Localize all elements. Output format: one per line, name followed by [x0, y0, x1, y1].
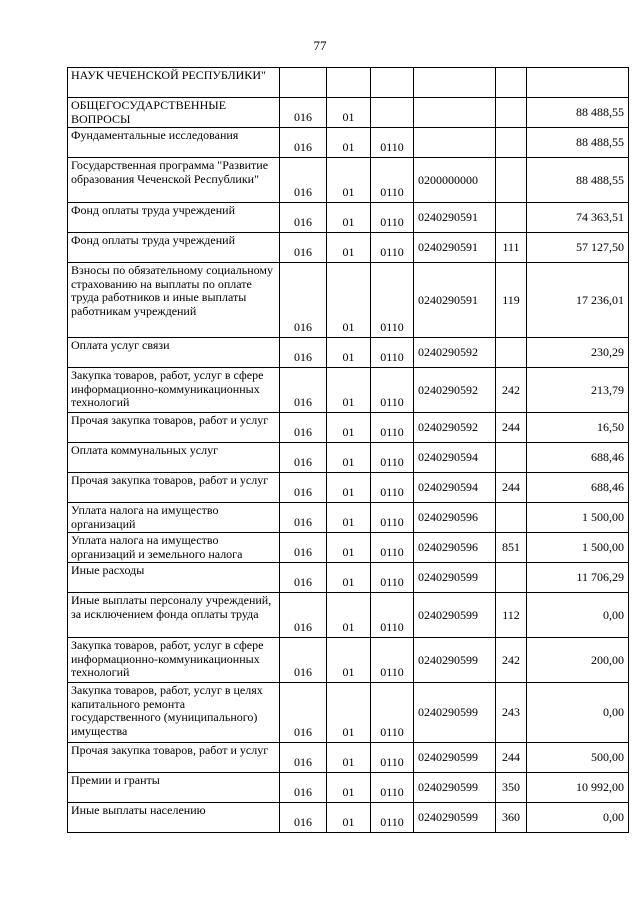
amount-cell: 230,29	[527, 338, 629, 368]
table-row	[68, 773, 629, 803]
target-article-cell: 0240290594	[414, 473, 496, 503]
subsection-code-cell: 0110	[371, 443, 414, 473]
section-code-cell: 01	[327, 773, 371, 803]
section-code-cell: 01	[327, 128, 371, 158]
table-row	[68, 68, 629, 98]
target-article-cell: 0240290592	[414, 368, 496, 413]
subsection-code-cell	[371, 68, 414, 98]
section-code-cell: 01	[327, 743, 371, 773]
subsection-code-cell: 0110	[371, 158, 414, 203]
subsection-code-cell: 0110	[371, 413, 414, 443]
table-row	[68, 638, 629, 683]
table-row	[68, 683, 629, 743]
section-code-cell: 01	[327, 98, 371, 128]
expense-type-cell: 244	[496, 473, 527, 503]
expense-type-cell: 350	[496, 773, 527, 803]
subsection-code-cell: 0110	[371, 128, 414, 158]
row-name-cell: Прочая закупка товаров, работ и услуг	[68, 743, 280, 773]
section-code-cell: 01	[327, 533, 371, 563]
subsection-code-cell: 0110	[371, 683, 414, 743]
row-name-cell: Закупка товаров, работ, услуг в целях капитального ремонта государственного (муниципального) имущества	[68, 683, 280, 743]
table-row	[68, 593, 629, 638]
table-row	[68, 338, 629, 368]
table-row	[68, 368, 629, 413]
amount-cell: 200,00	[527, 638, 629, 683]
ministry-code-cell: 016	[280, 683, 327, 743]
expense-type-cell	[496, 443, 527, 473]
budget-table-body	[68, 68, 629, 833]
row-name-cell: Прочая закупка товаров, работ и услуг	[68, 413, 280, 443]
target-article-cell: 0240290591	[414, 233, 496, 263]
ministry-code-cell: 016	[280, 443, 327, 473]
subsection-code-cell: 0110	[371, 803, 414, 833]
ministry-code-cell: 016	[280, 413, 327, 443]
table-row	[68, 743, 629, 773]
amount-cell: 74 363,51	[527, 203, 629, 233]
row-name-cell: Фонд оплаты труда учреждений	[68, 203, 280, 233]
amount-cell: 213,79	[527, 368, 629, 413]
target-article-cell: 0240290599	[414, 593, 496, 638]
ministry-code-cell: 016	[280, 773, 327, 803]
ministry-code-cell: 016	[280, 338, 327, 368]
expense-type-cell: 111	[496, 233, 527, 263]
table-row	[68, 413, 629, 443]
target-article-cell: 0240290596	[414, 533, 496, 563]
subsection-code-cell: 0110	[371, 233, 414, 263]
row-name-cell: Закупка товаров, работ, услуг в сфере информационно-коммуникационных технологий	[68, 368, 280, 413]
section-code-cell: 01	[327, 683, 371, 743]
ministry-code-cell: 016	[280, 593, 327, 638]
section-code-cell: 01	[327, 263, 371, 338]
section-code-cell: 01	[327, 803, 371, 833]
row-name-cell: Премии и гранты	[68, 773, 280, 803]
amount-cell: 88 488,55	[527, 98, 629, 128]
subsection-code-cell: 0110	[371, 743, 414, 773]
target-article-cell: 0240290594	[414, 443, 496, 473]
row-name-cell: Фонд оплаты труда учреждений	[68, 233, 280, 263]
row-name-cell: Оплата коммунальных услуг	[68, 443, 280, 473]
expense-type-cell	[496, 98, 527, 128]
section-code-cell: 01	[327, 203, 371, 233]
ministry-code-cell: 016	[280, 128, 327, 158]
table-row	[68, 503, 629, 533]
ministry-code-cell: 016	[280, 98, 327, 128]
expense-type-cell: 112	[496, 593, 527, 638]
row-name-cell: Иные выплаты персоналу учреждений, за исключением фонда оплаты труда	[68, 593, 280, 638]
row-name-cell: ОБЩЕГОСУДАРСТВЕННЫЕ ВОПРОСЫ	[68, 98, 280, 128]
table-row	[68, 158, 629, 203]
row-name-cell: Взносы по обязательному социальному страхованию на выплаты по оплате труда работников и иные выплаты работникам учреждений	[68, 263, 280, 338]
amount-cell: 688,46	[527, 473, 629, 503]
section-code-cell: 01	[327, 638, 371, 683]
expense-type-cell	[496, 503, 527, 533]
section-code-cell: 01	[327, 563, 371, 593]
row-name-cell: Оплата услуг связи	[68, 338, 280, 368]
expense-type-cell: 360	[496, 803, 527, 833]
amount-cell: 88 488,55	[527, 128, 629, 158]
row-name-cell: Государственная программа "Развитие образования Чеченской Республики"	[68, 158, 280, 203]
target-article-cell: 0240290592	[414, 338, 496, 368]
expense-type-cell	[496, 128, 527, 158]
table-row	[68, 263, 629, 338]
table-row	[68, 98, 629, 128]
target-article-cell: 0200000000	[414, 158, 496, 203]
section-code-cell	[327, 68, 371, 98]
ministry-code-cell: 016	[280, 233, 327, 263]
ministry-code-cell: 016	[280, 803, 327, 833]
amount-cell: 500,00	[527, 743, 629, 773]
amount-cell: 88 488,55	[527, 158, 629, 203]
expense-type-cell	[496, 563, 527, 593]
ministry-code-cell: 016	[280, 473, 327, 503]
section-code-cell: 01	[327, 233, 371, 263]
subsection-code-cell: 0110	[371, 503, 414, 533]
subsection-code-cell: 0110	[371, 593, 414, 638]
amount-cell: 11 706,29	[527, 563, 629, 593]
table-row	[68, 563, 629, 593]
subsection-code-cell: 0110	[371, 563, 414, 593]
table-row	[68, 803, 629, 833]
target-article-cell: 0240290599	[414, 803, 496, 833]
subsection-code-cell: 0110	[371, 533, 414, 563]
row-name-cell: Иные расходы	[68, 563, 280, 593]
ministry-code-cell: 016	[280, 158, 327, 203]
row-name-cell: Уплата налога на имущество организаций	[68, 503, 280, 533]
budget-table	[67, 67, 629, 833]
subsection-code-cell: 0110	[371, 263, 414, 338]
target-article-cell: 0240290599	[414, 743, 496, 773]
expense-type-cell: 119	[496, 263, 527, 338]
table-row	[68, 533, 629, 563]
ministry-code-cell: 016	[280, 263, 327, 338]
ministry-code-cell: 016	[280, 533, 327, 563]
table-row	[68, 473, 629, 503]
expense-type-cell	[496, 203, 527, 233]
target-article-cell	[414, 68, 496, 98]
target-article-cell: 0240290591	[414, 203, 496, 233]
ministry-code-cell: 016	[280, 563, 327, 593]
amount-cell: 688,46	[527, 443, 629, 473]
expense-type-cell	[496, 68, 527, 98]
row-name-cell: Прочая закупка товаров, работ и услуг	[68, 473, 280, 503]
target-article-cell: 0240290599	[414, 773, 496, 803]
section-code-cell: 01	[327, 158, 371, 203]
target-article-cell	[414, 128, 496, 158]
table-row	[68, 443, 629, 473]
row-name-cell: Иные выплаты населению	[68, 803, 280, 833]
ministry-code-cell	[280, 68, 327, 98]
target-article-cell: 0240290592	[414, 413, 496, 443]
subsection-code-cell: 0110	[371, 473, 414, 503]
subsection-code-cell: 0110	[371, 203, 414, 233]
section-code-cell: 01	[327, 413, 371, 443]
amount-cell: 0,00	[527, 803, 629, 833]
row-name-cell: Закупка товаров, работ, услуг в сфере информационно-коммуникационных технологий	[68, 638, 280, 683]
ministry-code-cell: 016	[280, 503, 327, 533]
expense-type-cell	[496, 158, 527, 203]
amount-cell: 0,00	[527, 683, 629, 743]
expense-type-cell: 243	[496, 683, 527, 743]
row-name-cell: НАУК ЧЕЧЕНСКОЙ РЕСПУБЛИКИ"	[68, 68, 280, 98]
amount-cell: 17 236,01	[527, 263, 629, 338]
table-row	[68, 128, 629, 158]
expense-type-cell: 244	[496, 743, 527, 773]
ministry-code-cell: 016	[280, 368, 327, 413]
table-row	[68, 203, 629, 233]
ministry-code-cell: 016	[280, 203, 327, 233]
subsection-code-cell: 0110	[371, 338, 414, 368]
amount-cell: 57 127,50	[527, 233, 629, 263]
target-article-cell: 0240290599	[414, 563, 496, 593]
expense-type-cell	[496, 338, 527, 368]
row-name-cell: Фундаментальные исследования	[68, 128, 280, 158]
section-code-cell: 01	[327, 473, 371, 503]
section-code-cell: 01	[327, 503, 371, 533]
expense-type-cell: 242	[496, 368, 527, 413]
row-name-cell: Уплата налога на имущество организаций и земельного налога	[68, 533, 280, 563]
subsection-code-cell: 0110	[371, 638, 414, 683]
amount-cell: 1 500,00	[527, 503, 629, 533]
expense-type-cell: 244	[496, 413, 527, 443]
target-article-cell: 0240290596	[414, 503, 496, 533]
table-row	[68, 233, 629, 263]
target-article-cell: 0240290599	[414, 683, 496, 743]
amount-cell: 1 500,00	[527, 533, 629, 563]
section-code-cell: 01	[327, 368, 371, 413]
section-code-cell: 01	[327, 443, 371, 473]
expense-type-cell: 851	[496, 533, 527, 563]
target-article-cell: 0240290599	[414, 638, 496, 683]
target-article-cell	[414, 98, 496, 128]
amount-cell: 10 992,00	[527, 773, 629, 803]
expense-type-cell: 242	[496, 638, 527, 683]
page-number: 77	[313, 38, 327, 53]
section-code-cell: 01	[327, 338, 371, 368]
amount-cell: 0,00	[527, 593, 629, 638]
ministry-code-cell: 016	[280, 638, 327, 683]
amount-cell	[527, 68, 629, 98]
ministry-code-cell: 016	[280, 743, 327, 773]
subsection-code-cell	[371, 98, 414, 128]
subsection-code-cell: 0110	[371, 368, 414, 413]
amount-cell: 16,50	[527, 413, 629, 443]
subsection-code-cell: 0110	[371, 773, 414, 803]
section-code-cell: 01	[327, 593, 371, 638]
target-article-cell: 0240290591	[414, 263, 496, 338]
